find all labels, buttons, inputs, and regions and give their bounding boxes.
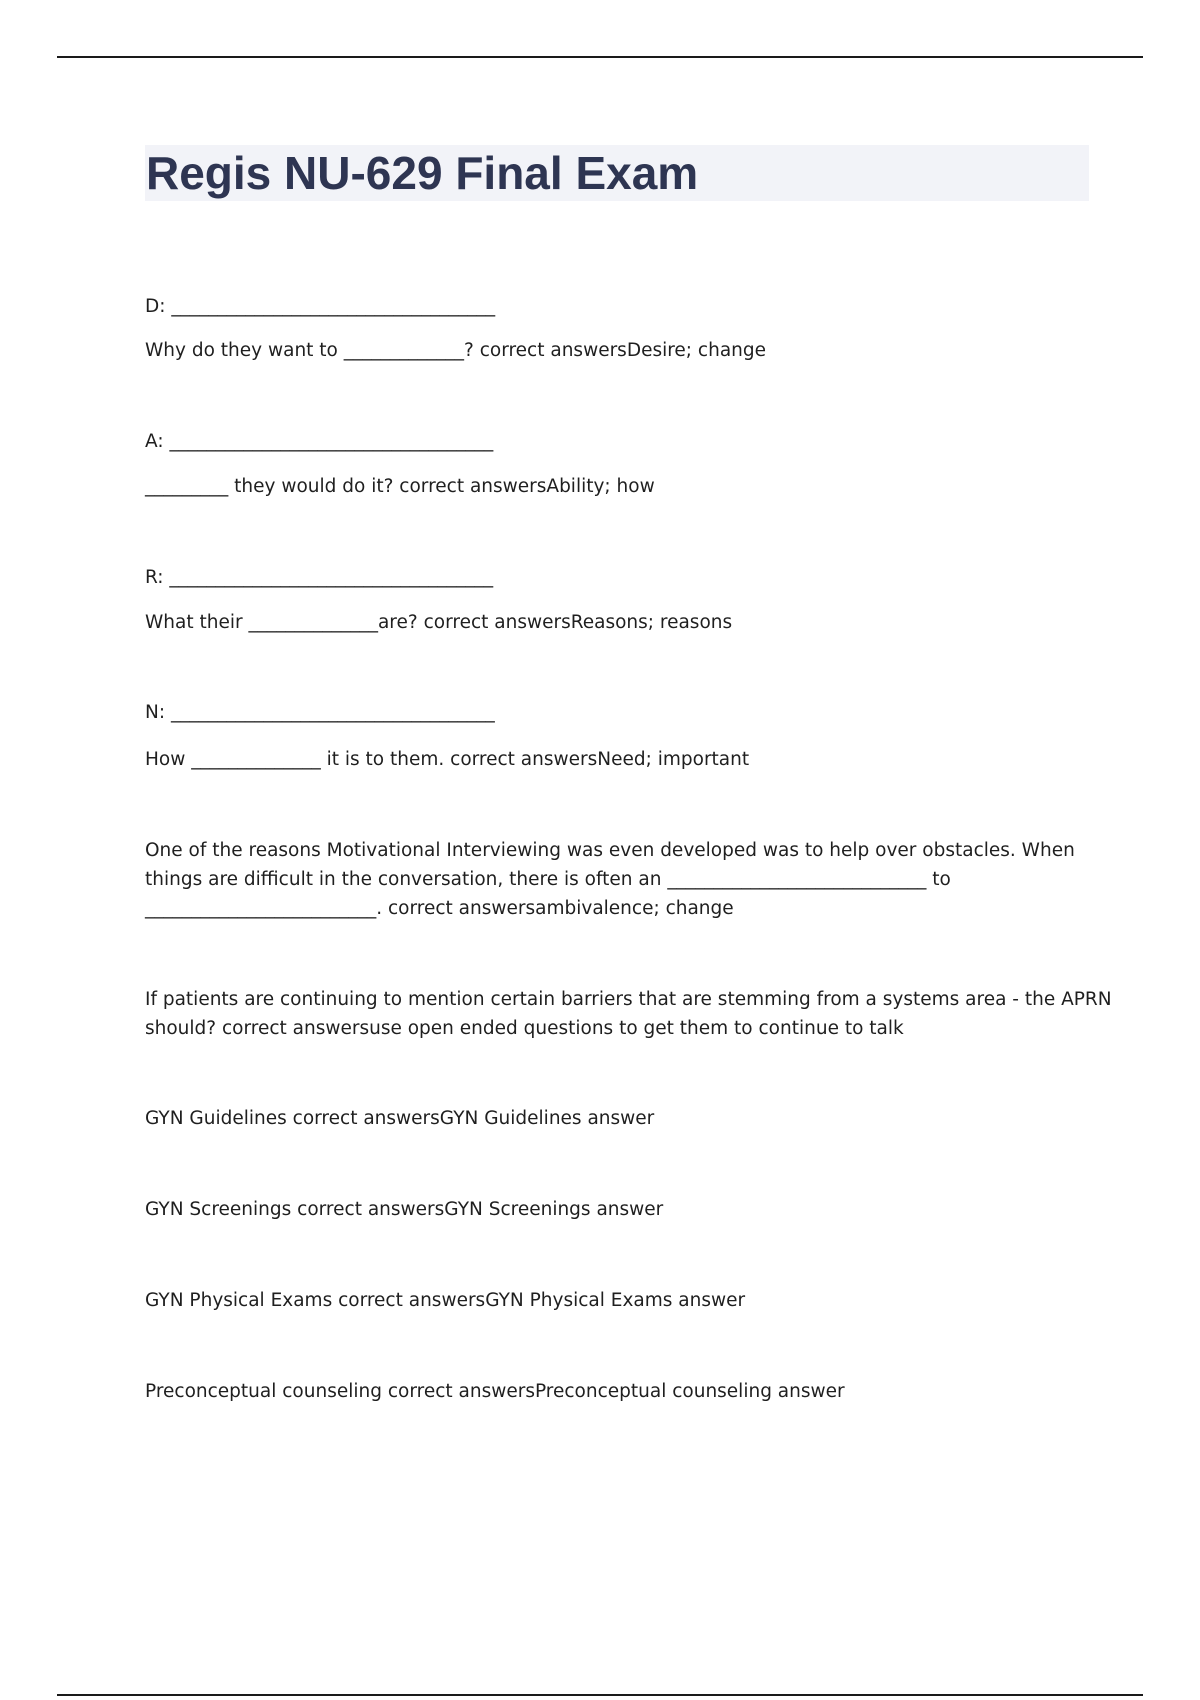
prompt-d: D: ___________________________________	[145, 296, 496, 317]
prompt-r: R: ___________________________________	[145, 567, 494, 588]
bottom-rule	[57, 1694, 1143, 1696]
question-reasons: What their ______________are? correct answersReasons; reasons	[145, 612, 733, 633]
paragraph-line: If patients are continuing to mention certain barriers that are stemming from a systems area - the APRN	[145, 989, 1112, 1010]
document-title: Regis NU-629 Final Exam	[146, 147, 699, 199]
question-need: How ______________ it is to them. correct answersNeed; important	[145, 749, 750, 770]
question-motivational-interviewing	[145, 836, 1085, 923]
question-desire: Why do they want to _____________? correct answersDesire; change	[145, 340, 767, 361]
item-gyn-physical-exams: GYN Physical Exams correct answersGYN Physical Exams answer	[145, 1290, 746, 1311]
prompt-a: A: ___________________________________	[145, 431, 494, 452]
prompt-n: N: ___________________________________	[145, 702, 495, 723]
paragraph-line: things are difficult in the conversation, there is often an ____________________________ to	[145, 869, 951, 890]
question-ability: _________ they would do it? correct answersAbility; how	[145, 476, 655, 497]
top-rule	[57, 56, 1143, 58]
paragraph-line: One of the reasons Motivational Interviewing was even developed was to help over obstacles. When	[145, 840, 1075, 861]
paragraph-line: should? correct answersuse open ended questions to get them to continue to talk	[145, 1018, 904, 1039]
item-gyn-screenings: GYN Screenings correct answersGYN Screenings answer	[145, 1199, 664, 1220]
item-preconceptual-counseling: Preconceptual counseling correct answersPreconceptual counseling answer	[145, 1381, 845, 1402]
question-aprn-barriers	[145, 985, 1112, 1043]
paragraph-line: _________________________. correct answersambivalence; change	[145, 898, 734, 919]
item-gyn-guidelines: GYN Guidelines correct answersGYN Guidelines answer	[145, 1108, 655, 1129]
